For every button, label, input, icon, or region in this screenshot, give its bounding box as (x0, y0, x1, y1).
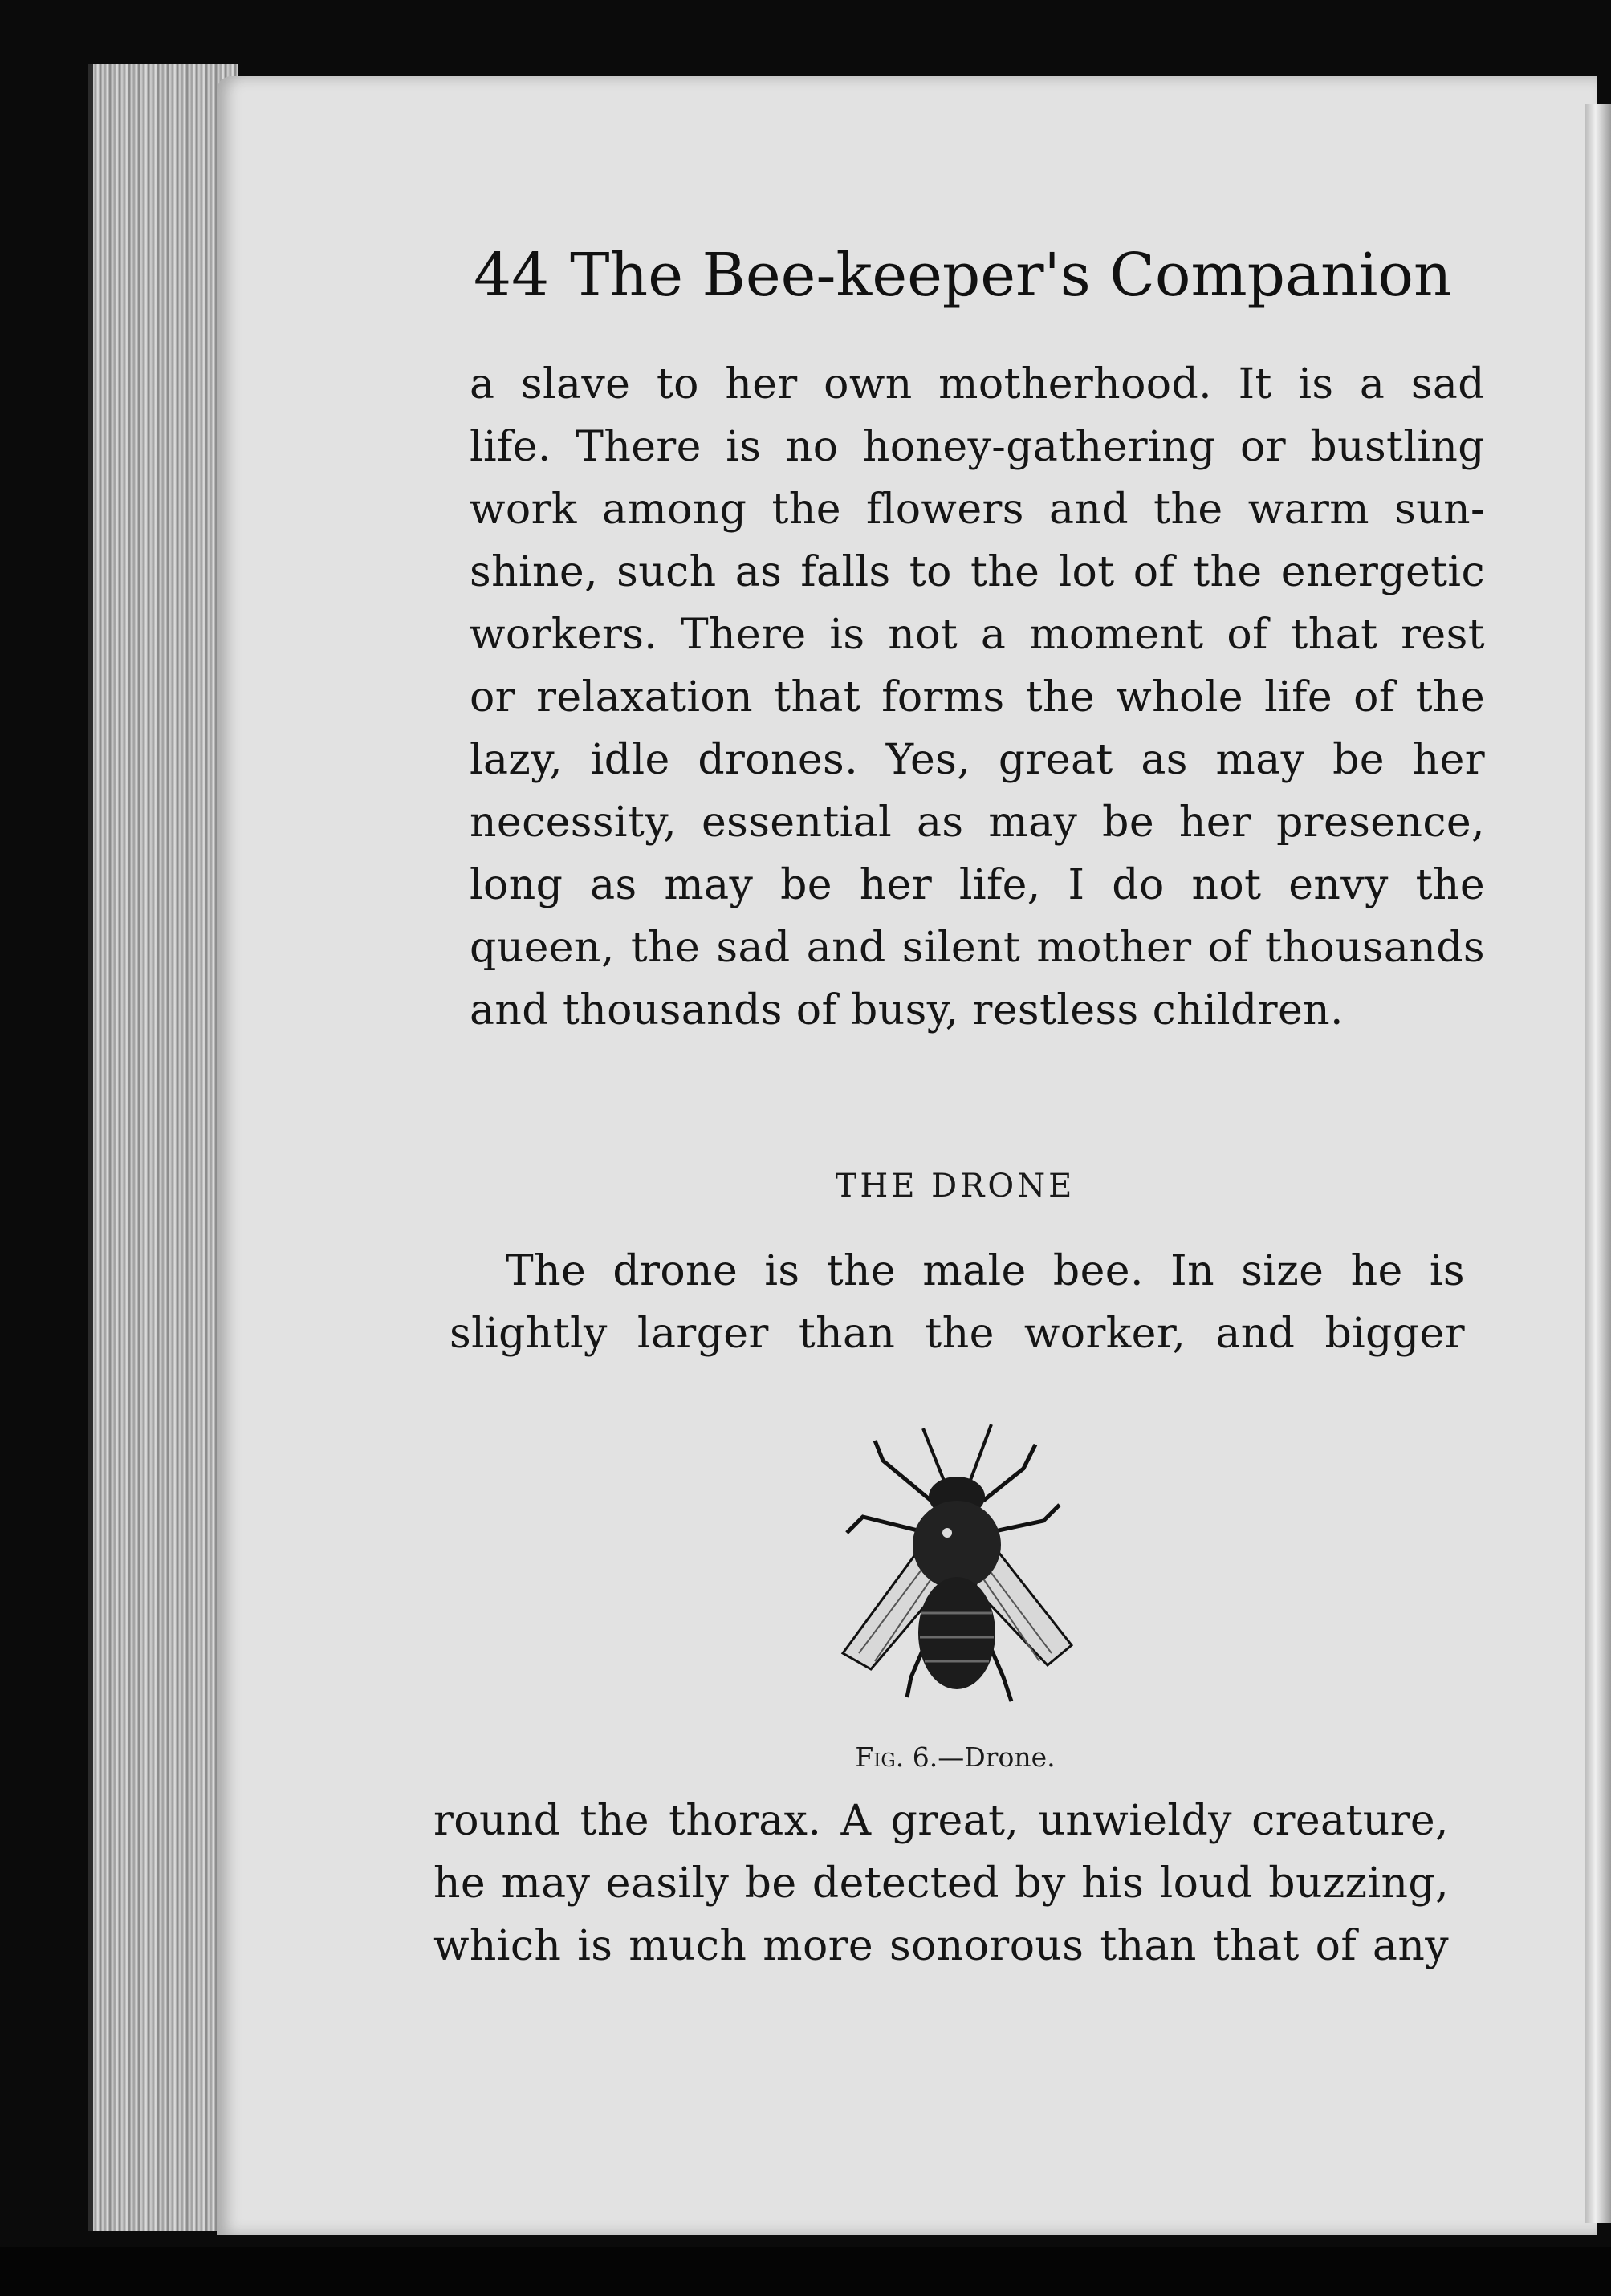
page-right-edge (1585, 104, 1611, 2223)
drone-bee-icon (827, 1412, 1092, 1717)
scan-border (0, 2247, 1611, 2296)
figure-caption-text: —Drone. (938, 1741, 1056, 1773)
text-line: which is much more sonorous than that of any (433, 1922, 1449, 1970)
figure-caption (474, 1741, 1437, 1773)
text-line: lazy, idle drones. Yes, great as may be her (470, 736, 1485, 784)
text-line: a slave to her own motherhood. It is a sad (470, 360, 1485, 408)
paragraph-drone-continued (433, 1790, 1449, 1977)
text-line: he may easily be detected by his loud buzzing, (433, 1859, 1449, 1908)
text-line: shine, such as falls to the lot of the energetic (470, 548, 1485, 596)
page-number: 44 (474, 241, 550, 310)
paragraph-queen (470, 353, 1485, 1042)
text-line: or relaxation that forms the whole life of the (470, 673, 1485, 721)
paragraph-drone (450, 1240, 1465, 1365)
section-heading: THE DRONE (835, 1168, 1076, 1205)
text-line: work among the flowers and the warm sun- (470, 486, 1485, 534)
running-head (474, 241, 1452, 310)
text-line-last: and thousands of busy, restless children. (470, 986, 1344, 1034)
text-line: queen, the sad and silent mother of thousands (470, 924, 1485, 972)
text-line: long as may be her life, I do not envy the (470, 861, 1485, 909)
text-line: workers. There is not a moment of that rest (470, 611, 1485, 659)
text-line: necessity, essential as may be her presence, (470, 799, 1485, 847)
book-title: The Bee-keeper's Companion (570, 241, 1452, 310)
text-line: life. There is no honey-gathering or bustling (470, 423, 1485, 471)
book-page-edges (88, 64, 238, 2231)
figure-label: Fig. 6. (855, 1741, 938, 1773)
drone-bee-illustration (827, 1412, 1092, 1717)
text-line: slightly larger than the worker, and bigger (450, 1310, 1465, 1358)
text-line: round the thorax. A great, unwieldy creature, (433, 1797, 1449, 1845)
text-line: The drone is the male bee. In size he is (506, 1247, 1465, 1295)
